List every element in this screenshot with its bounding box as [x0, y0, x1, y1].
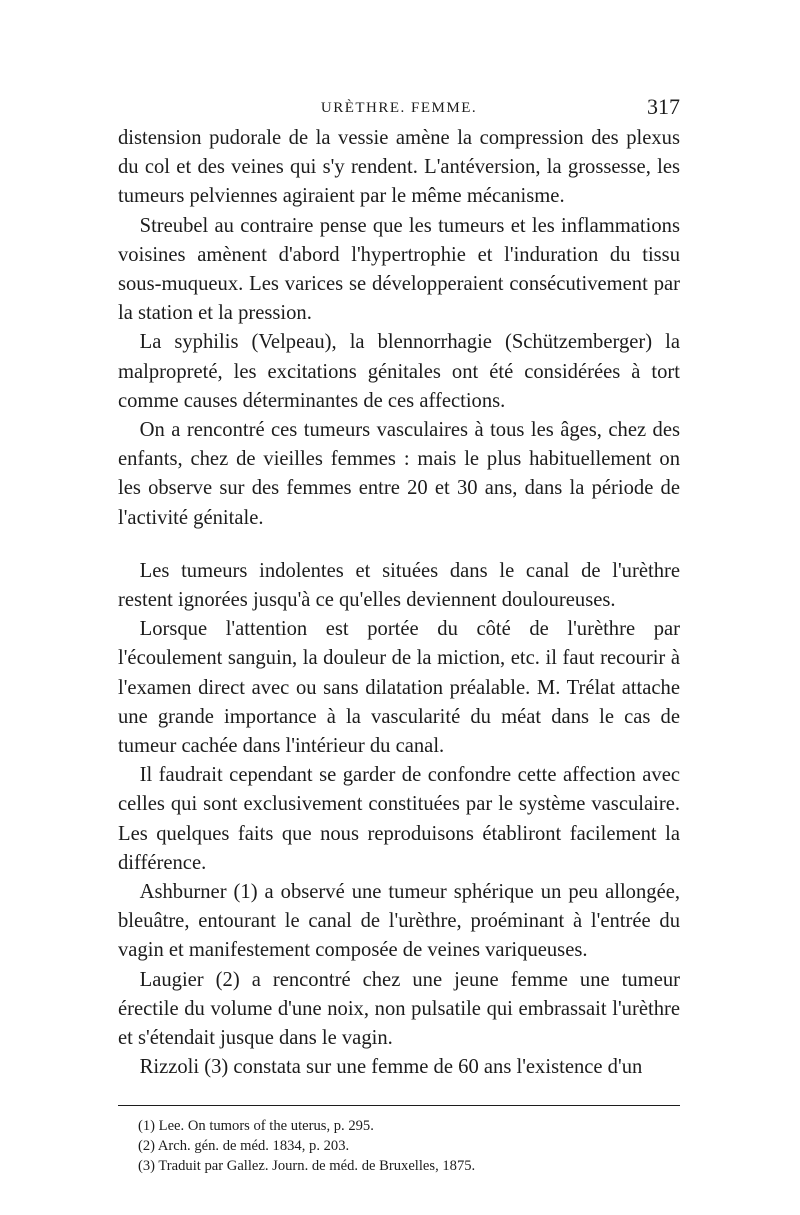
paragraph: Lorsque l'attention est portée du côté de l'urèthre par l'écoulement sanguin, la douleur de la miction, etc. il faut recourir à l'examen direct avec ou sans dilatation préalable. M. Trélat attache une grande importance à la vascularité du méat dans le cas de tumeur cachée dans l'intérieur du canal. [118, 618, 680, 758]
footnote-divider [118, 1105, 680, 1106]
footnote: (1) Lee. On tumors of the uterus, p. 295. [138, 1117, 374, 1134]
paragraph: Les tumeurs indolentes et situées dans le canal de l'urèthre restent ignorées jusqu'à ce qu'elles deviennent douloureuses. [118, 559, 680, 612]
page-header [118, 92, 680, 124]
running-title: URÈTHRE. FEMME. [320, 100, 478, 116]
paragraph: Rizzoli (3) constata sur une femme de 60 ans l'existence d'un [139, 1056, 643, 1079]
paragraph: Il faudrait cependant se garder de confondre cette affection avec celles qui sont exclusivement constituées par le système vasculaire. Les quelques faits que nous reproduisons établiront facilement la différence. [118, 764, 680, 874]
paragraph: Streubel au contraire pense que les tumeurs et les inflammations voisines amènent d'abord l'hypertrophie et l'induration du tissu sous-muqueux. Les varices se développeraient consécutivement par la station et la pression. [118, 214, 680, 325]
footnotes [118, 1116, 680, 1176]
footnote: (3) Traduit par Gallez. Journ. de méd. de Bruxelles, 1875. [138, 1157, 476, 1174]
paragraph: distension pudorale de la vessie amène la compression des plexus du col et des veines qui s'y rendent. L'antéversion, la grossesse, les tumeurs pelviennes agiraient par le même mécanisme. [118, 127, 680, 208]
section-gap [118, 533, 680, 557]
book-page [118, 92, 680, 1176]
footnote: (2) Arch. gén. de méd. 1834, p. 203. [138, 1137, 350, 1154]
paragraph: Ashburner (1) a observé une tumeur sphérique un peu allongée, bleuâtre, entourant le canal de l'urèthre, proéminant à l'entrée du vagin et manifestement composée de veines variqueuses. [118, 881, 680, 962]
paragraph: La syphilis (Velpeau), la blennorrhagie (Schützemberger) la malpropreté, les excitations génitales ont été considérées à tort comme causes déterminantes de ces affections. [118, 331, 680, 412]
paragraph: Laugier (2) a rencontré chez une jeune femme une tumeur érectile du volume d'une noix, non pulsatile qui embrassait l'urèthre et s'étendait jusque dans le vagin. [118, 968, 680, 1050]
page-number: 317 [647, 94, 680, 119]
paragraph: On a rencontré ces tumeurs vasculaires à tous les âges, chez des enfants, chez de vieilles femmes : mais le plus habituellement on les observe sur des femmes entre 20 et 30 ans, dans la période de l'activité génitale. [118, 419, 680, 529]
body-text [118, 124, 680, 1083]
